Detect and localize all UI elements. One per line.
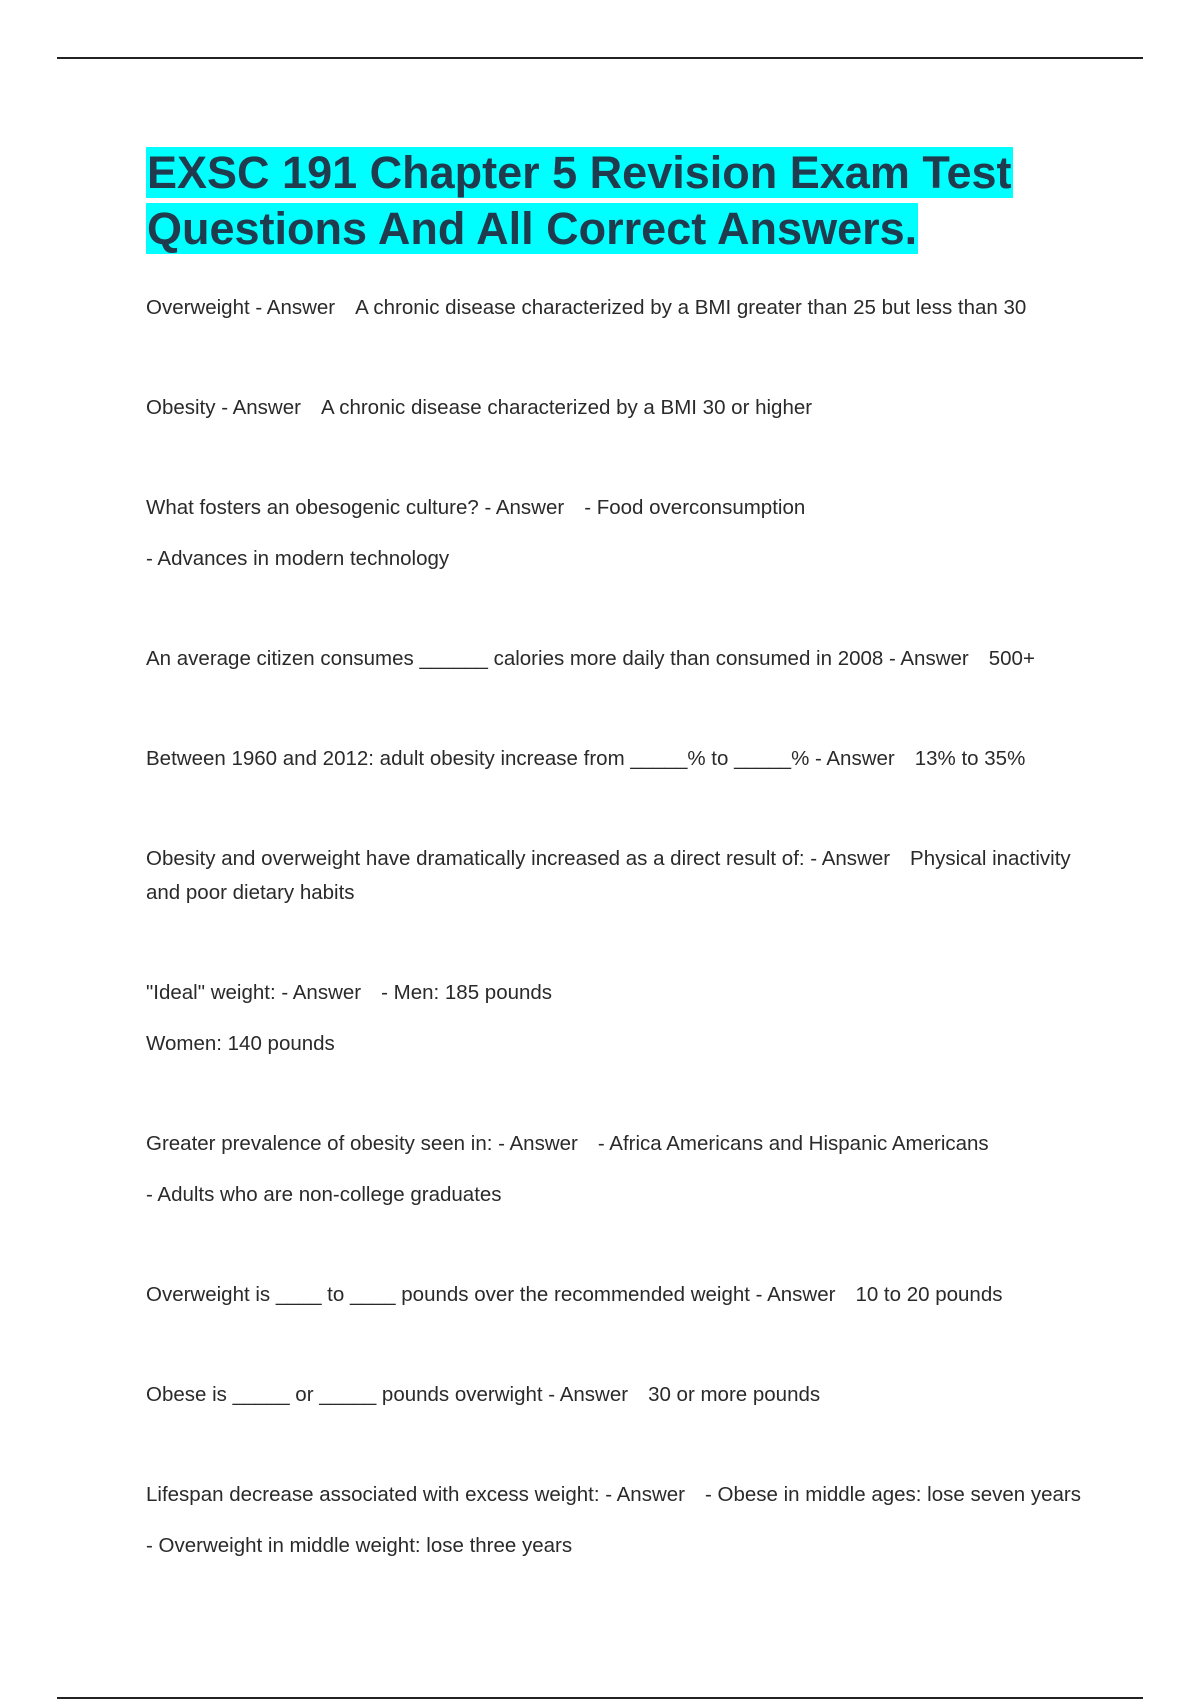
- qa-item: [146, 642, 1086, 676]
- qa-list: [146, 291, 1086, 1563]
- question-text: Obesity - Answer: [146, 396, 301, 419]
- question-text: What fosters an obesogenic culture? - Answer: [146, 496, 565, 519]
- qa-line: [146, 391, 1086, 425]
- question-text: Lifespan decrease associated with excess weight: - Answer: [146, 1483, 685, 1506]
- question-text: Overweight is ____ to ____ pounds over the recommended weight - Answer: [146, 1283, 836, 1306]
- qa-line: [146, 291, 1086, 325]
- qa-item: [146, 491, 1086, 576]
- question-text: An average citizen consumes ______ calories more daily than consumed in 2008 - Answer: [146, 647, 969, 670]
- answer-continuation: Women: 140 pounds: [146, 1032, 335, 1055]
- qa-line: [146, 1378, 1086, 1412]
- qa-item: [146, 842, 1086, 910]
- qa-line: [146, 1278, 1086, 1312]
- answer-text: - Obese in middle ages: lose seven years: [704, 1483, 1082, 1506]
- question-text: Between 1960 and 2012: adult obesity increase from _____% to _____% - Answer: [146, 747, 895, 770]
- qa-item: [146, 391, 1086, 425]
- document-title-text: EXSC 191 Chapter 5 Revision Exam Test Questions And All Correct Answers.: [147, 147, 1012, 254]
- qa-line: [146, 1478, 1086, 1512]
- qa-line: [146, 976, 1086, 1010]
- qa-line: [146, 742, 1086, 776]
- qa-line: [146, 1127, 1086, 1161]
- question-text: Obesity and overweight have dramatically increased as a direct result of: - Answer: [146, 847, 891, 870]
- answer-text: 500+: [988, 647, 1035, 670]
- qa-line: [146, 642, 1086, 676]
- answer-text: - Men: 185 pounds: [381, 981, 553, 1004]
- answer-text: 10 to 20 pounds: [855, 1283, 1003, 1306]
- answer-continuation: - Advances in modern technology: [146, 547, 450, 570]
- top-rule: [57, 57, 1143, 59]
- bottom-rule: [57, 1697, 1143, 1699]
- qa-item: [146, 1278, 1086, 1312]
- document-body: [146, 145, 1086, 1629]
- answer-text: - Food overconsumption: [584, 496, 806, 519]
- answer-text: A chronic disease characterized by a BMI greater than 25 but less than 30: [355, 296, 1027, 319]
- document-title: [146, 145, 1086, 257]
- question-text: Greater prevalence of obesity seen in: - Answer: [146, 1132, 578, 1155]
- qa-line: [146, 491, 1086, 525]
- question-text: "Ideal" weight: - Answer: [146, 981, 362, 1004]
- answer-text: 13% to 35%: [914, 747, 1026, 770]
- answer-continuation: - Adults who are non-college graduates: [146, 1183, 502, 1206]
- answer-text: - Africa Americans and Hispanic Americans: [597, 1132, 989, 1155]
- qa-item: [146, 1478, 1086, 1563]
- question-text: Obese is _____ or _____ pounds overwight - Answer: [146, 1383, 629, 1406]
- answer-continuation: - Overweight in middle weight: lose three years: [146, 1534, 573, 1557]
- qa-item: [146, 1127, 1086, 1212]
- qa-item: [146, 1378, 1086, 1412]
- qa-item: [146, 976, 1086, 1061]
- qa-item: [146, 742, 1086, 776]
- question-text: Overweight - Answer: [146, 296, 336, 319]
- qa-item: [146, 291, 1086, 325]
- answer-text: 30 or more pounds: [648, 1383, 821, 1406]
- answer-text: Physical inactivity and poor dietary habits: [146, 847, 1071, 904]
- qa-line: [146, 842, 1086, 910]
- answer-text: A chronic disease characterized by a BMI 30 or higher: [320, 396, 813, 419]
